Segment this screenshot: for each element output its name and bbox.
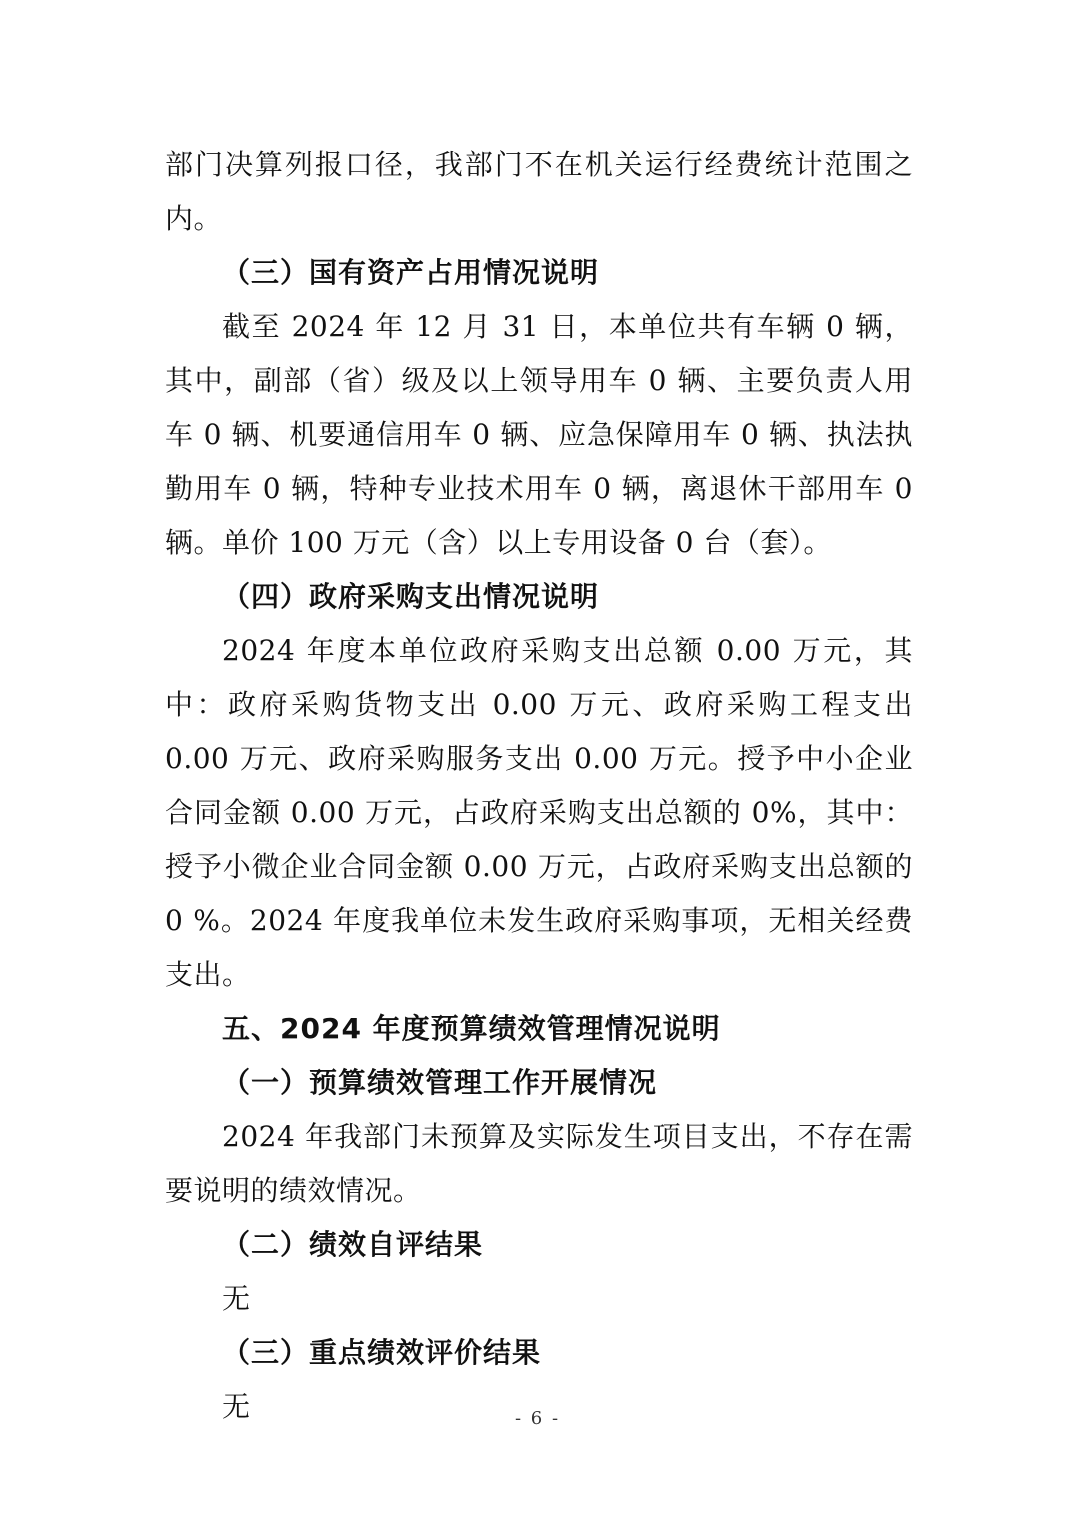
paragraph-government-procurement: 2024 年度本单位政府采购支出总额 0.00 万元，其中：政府采购货物支出 0.00 万元、政府采购工程支出 0.00 万元、政府采购服务支出 0.00 万元。授予中小企业合同金额 0.00 万元，占政府采购支出总额的 0%，其中：授予小微企业合同金额 0.00 万元，占政府采购支出总额的 0 %。2024 年度我单位未发生政府采购事项，无相关经费支出。 <box>165 634 913 991</box>
document-body <box>165 138 913 1434</box>
key-evaluation-result: 无 <box>222 1390 251 1423</box>
paragraph-admin-expenses-note: 部门决算列报口径，我部门不在机关运行经费统计范围之内。 <box>165 148 913 235</box>
paragraph-state-assets: 截至 2024 年 12 月 31 日，本单位共有车辆 0 辆，其中，副部（省）级及以上领导用车 0 辆、主要负责人用车 0 辆、机要通信用车 0 辆、应急保障用车 0 辆、执法执勤用车 0 辆，特种专业技术用车 0 辆，离退休干部用车 0 辆。单价 100 万元（含）以上专用设备 0 台（套）。 <box>165 310 913 559</box>
heading-performance-work: （一）预算绩效管理工作开展情况 <box>222 1066 658 1099</box>
paragraph-performance-work: 2024 年我部门未预算及实际发生项目支出，不存在需要说明的绩效情况。 <box>165 1120 913 1207</box>
page-number: - 6 - <box>514 1408 561 1429</box>
heading-self-evaluation: （二）绩效自评结果 <box>222 1228 484 1261</box>
heading-performance-management: 五、2024 年度预算绩效管理情况说明 <box>222 1012 721 1045</box>
self-evaluation-result: 无 <box>222 1282 251 1315</box>
heading-state-assets: （三）国有资产占用情况说明 <box>222 256 600 289</box>
heading-key-evaluation: （三）重点绩效评价结果 <box>222 1336 542 1369</box>
heading-government-procurement: （四）政府采购支出情况说明 <box>222 580 600 613</box>
